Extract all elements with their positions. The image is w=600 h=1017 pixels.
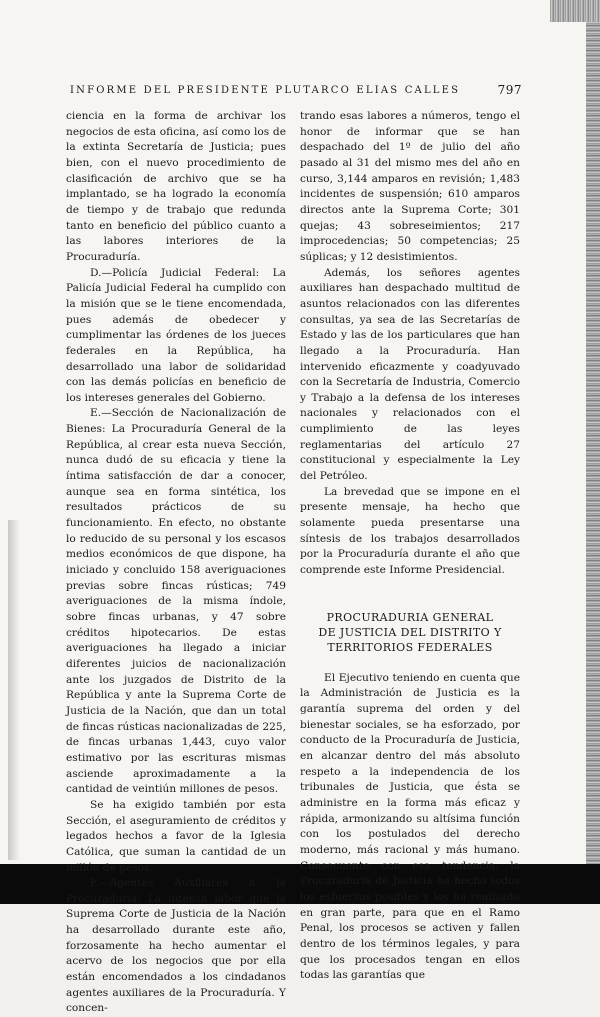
running-header — [70, 83, 520, 99]
binding-shadow — [8, 520, 20, 860]
paragraph-agentes-auxiliares: F.—Agentes Auxiliares a la Procuraduría: La intensa labor que la Suprema Corte de Justicia de la Nación ha desarrollado durante este año, forzosamente ha hecho aumentar el acervo de los negocios que por ella están encomendados a los cindadanos agentes auxiliares de la Procuraduría. Y concen- — [66, 877, 286, 1015]
page-edge-right — [586, 0, 600, 864]
paragraph-nacionalizacion: E.—Sección de Nacionalización de Bienes: La Procuraduría General de la República, al crear esta nueva Sección, nunca dudó de su eficacia y tiene la íntima satisfacción de dar a conocer, aunque sea en forma sintética, los resultados prácticos de su funcionamiento. En efecto, no obstante lo reducido de su personal y los escasos medios económicos de que dispone, ha iniciado y concluido 158 averiguaciones previas sobre fincas rústicas; 749 averiguaciones de la misma índole, sobre fincas urbanas, y 47 sobre créditos hipotecarios. De estas averiguaciones ha llegado a iniciar diferentes juicios de nacionalización ante los juzgados de Distrito de la República y ante la Suprema Corte de Justicia de la Nación, que dan un total de fincas rústicas nacionalizadas de 225, de fincas urbanas 1,443, cuyo valor estimativo por las escrituras mismas asciende aproximadamente a la cantidad de veintiún millones de pesos. — [66, 407, 286, 796]
section-heading — [300, 610, 520, 655]
paragraph-brevedad: La brevedad que se impone en el presente mensaje, ha hecho que solamente pueda presentarse una síntesis de los trabajos desarrollados por la Procuraduría durante el año que comprende este Informe Presidencial. — [300, 485, 520, 577]
section-heading-line: DE JUSTICIA DEL DISTRITO Y — [318, 625, 502, 639]
paragraph-policia-judicial: D.—Policía Judicial Federal: La Palicía Judicial Federal ha cumplido con la misión que se le tiene encomendada, pues además de obedecer y cumplimentar las órdenes de los jueces federales en la República, ha desarrollado una labor de solidaridad con las demás policías en beneficio de los intereses generales del Gobierno. — [66, 266, 286, 404]
paragraph-continuation: ciencia en la forma de archivar los negocios de esta oficina, así como los de la extinta Secretaría de Justicia; pues bien, con el nuevo procedimiento de clasificación de archivo que se ha implantado, se ha logrado la economía de tiempo y de trabajo que redunda tanto en beneficio del público cuanto a las labores interiores de la Procuraduría. — [66, 110, 286, 263]
paragraph-consultas: Además, los señores agentes auxiliares han despachado multitud de asuntos relacionados con las diferentes consultas, ya sea de las Secretarías de Estado y las de los particulares que han llegado a la Procuraduría. Han intervenido eficazmente y coadyuvado con la Secretaría de Industria, Comercio y Trabajo a la defensa de los intereses nacionales y relacionados con el cumplimiento de las leyes reglamentarias del artículo 27 constitucional y especialmente la Ley del Petróleo. — [300, 266, 520, 483]
paragraph-estadisticas: trando esas labores a números, tengo el honor de informar que se han despachado del 1º de julio del año pasado al 31 del mismo mes del año en curso, 3,144 amparos en revisión; 1,483 incidentes de suspensión; 610 amparos directos ante la Suprema Corte; 301 quejas; 43 sobreseimientos; 217 improcedencias; 50 competencias; 25 súplicas; y 12 desistimientos. — [300, 110, 520, 263]
paragraph-ejecutivo: El Ejecutivo teniendo en cuenta que la Administración de Justicia es la garantía suprema del orden y del bienestar sociales, se ha esforzado, por conducto de la Procuraduría de Justicia, en alcanzar dentro del más absoluto respeto a la independencia de los tribunales de Justicia, que ésta se administre en la forma más eficaz y rápida, armonizando su altísima función con los postulados del derecho moderno, más racional y más humano. Consecuente con esa tendencia, la Procuraduría de Justicia ha hecho todos los esfuerzos posibles y los ha realizado en gran parte, para que en el Ramo Penal, los procesos se activen y fallen dentro de los términos legales, y para que los procesados tengan en ellos todas las garantías que — [300, 671, 520, 982]
right-column — [300, 109, 520, 984]
section-heading-line: PROCURADURIA GENERAL — [326, 610, 494, 624]
paragraph-aseguramiento: Se ha exigido también por esta Sección, el aseguramiento de créditos y legados hechos a favor de la Iglesia Católica, que suman la cantidad de un millón de pesos. — [66, 798, 286, 874]
running-title: INFORME DEL PRESIDENTE PLUTARCO ELIAS CALLES — [70, 85, 461, 96]
page-edge-top — [550, 0, 600, 22]
page-number: 797 — [497, 83, 522, 97]
left-column — [66, 109, 286, 1017]
section-heading-line: TERRITORIOS FEDERALES — [327, 640, 493, 654]
